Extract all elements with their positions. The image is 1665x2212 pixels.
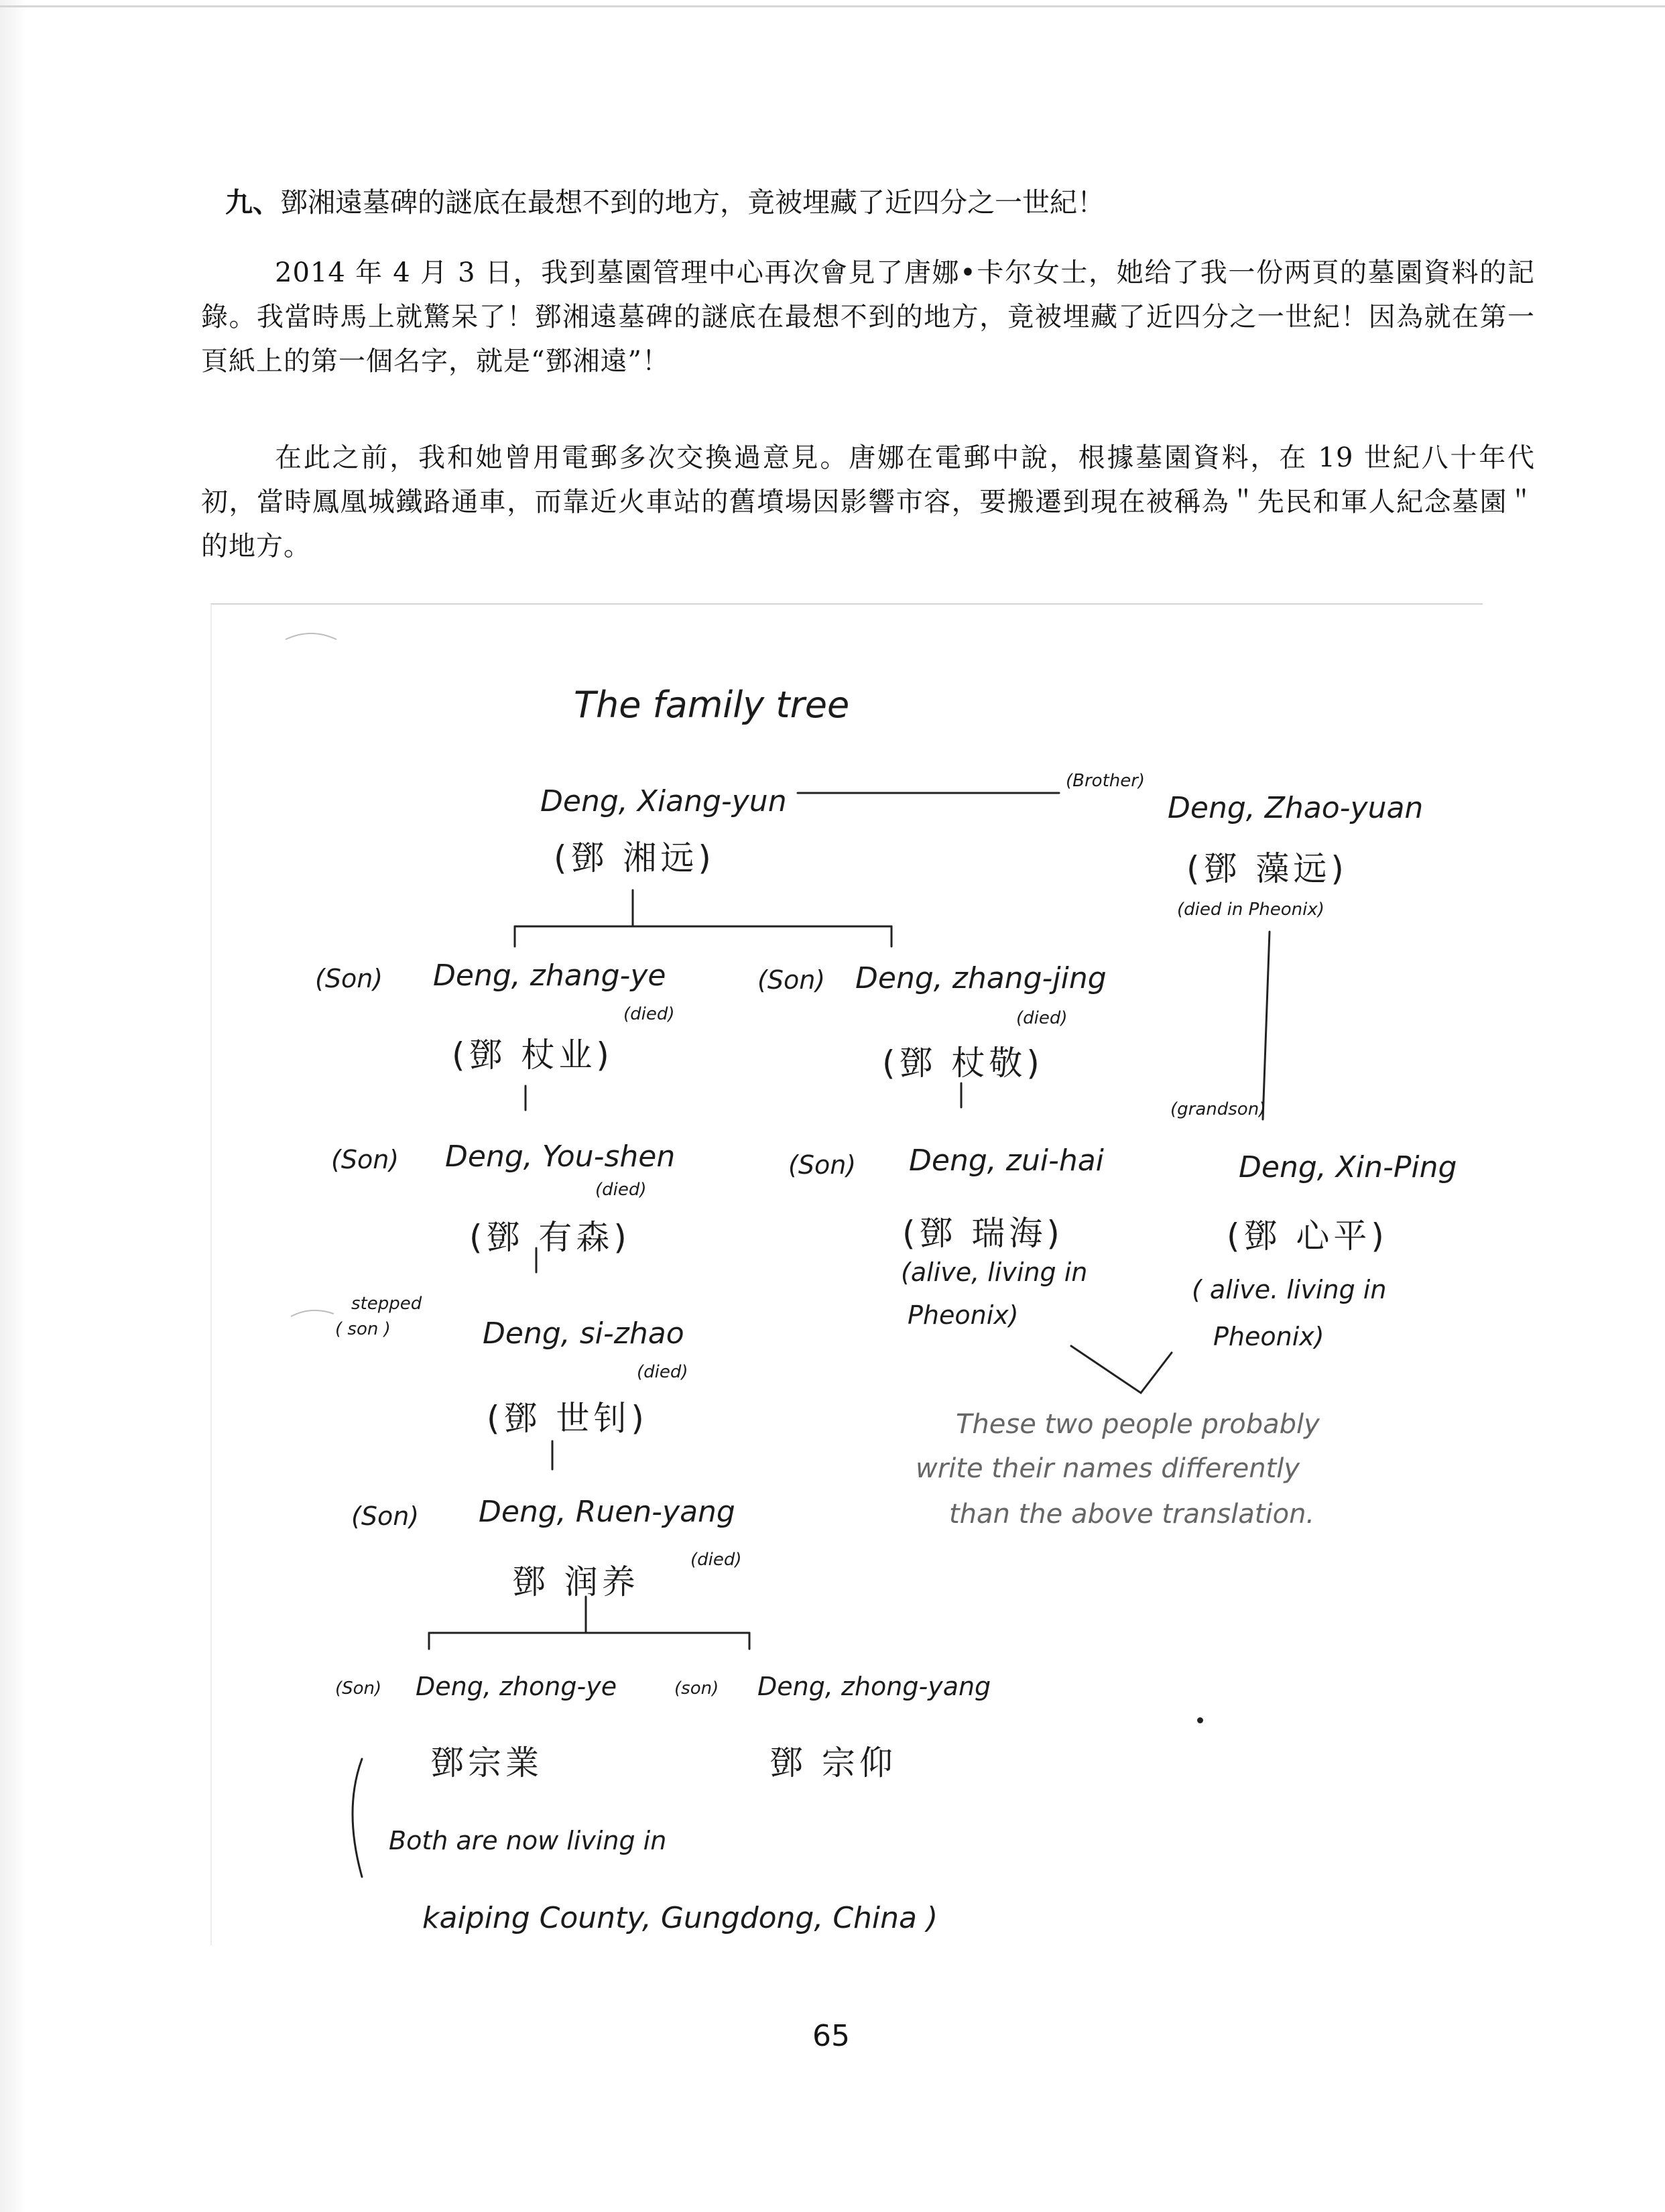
family-tree-title: The family tree	[574, 684, 850, 726]
zhaoyuan-chinese: (鄧 藻远)	[1186, 849, 1348, 888]
zhaoyuan-name: Deng, Zhao-yuan	[1168, 791, 1424, 825]
youshen-status: (died)	[595, 1180, 647, 1200]
page-number: 65	[812, 2019, 850, 2053]
bottom-note-brace	[353, 1759, 362, 1877]
youshen-name: Deng, You-shen	[445, 1140, 676, 1174]
grandson-connector	[1263, 932, 1270, 1119]
xinping-note-line-1: ( alive. living in	[1192, 1275, 1387, 1304]
zhangjing-chinese: (鄧 杖敬)	[882, 1044, 1044, 1083]
youshen-chinese: (鄧 有森)	[469, 1218, 631, 1257]
zhongyang-name: Deng, zhong-yang	[757, 1672, 991, 1701]
scan-speck	[1197, 1717, 1203, 1723]
sizhao-chinese: (鄧 世钊)	[487, 1399, 648, 1438]
top-rule	[0, 5, 1665, 7]
bottom-note-line-1: Both are now living in	[389, 1826, 667, 1855]
brother-label: (Brother)	[1066, 771, 1146, 791]
zhangjing-name: Deng, zhang-jing	[855, 961, 1107, 995]
sizhao-relation-line-2: ( son )	[335, 1319, 391, 1339]
zhangye-chinese: (鄧 杖业)	[452, 1036, 613, 1074]
scan-edge	[0, 0, 27, 2212]
zhangye-relation: (Son)	[315, 964, 383, 993]
sizhao-relation-line-1: stepped	[351, 1294, 422, 1314]
xiangyun-chinese: (鄧 湘远)	[554, 839, 715, 877]
xinping-name: Deng, Xin-Ping	[1239, 1150, 1457, 1184]
scan-mark-top	[286, 633, 336, 639]
paragraph-2: 在此之前，我和她曾用電郵多次交換過意見。唐娜在電郵中說，根據墓園資料，在 19 世紀八十年代初，當時鳳凰城鐵路通車，而靠近火車站的舊墳場因影響市容，要搬遷到現在被稱為＂先民和軍人紀念墓園＂的地方。	[201, 442, 1535, 562]
translation-note-pointer	[1071, 1346, 1172, 1393]
translation-note-line-3: than the above translation.	[949, 1499, 1315, 1530]
zhangye-status: (died)	[623, 1004, 675, 1024]
xinping-note-line-2: Pheonix)	[1213, 1322, 1324, 1351]
translation-note-line-2: write their names differently	[916, 1453, 1300, 1484]
zhongye-chinese: 鄧宗業	[430, 1743, 543, 1782]
zuihai-relation: (Son)	[788, 1150, 857, 1180]
section-title: 鄧湘遠墓碑的謎底在最想不到的地方，竟被埋藏了近四分之一世紀！	[280, 186, 1105, 219]
ruenyang-status: (died)	[690, 1550, 742, 1570]
bottom-note-line-2: kaiping County, Gungdong, China )	[422, 1901, 938, 1935]
ruenyang-name: Deng, Ruen-yang	[479, 1495, 735, 1529]
xiangyun-name: Deng, Xiang-yun	[540, 784, 787, 818]
sizhao-name: Deng, si-zhao	[483, 1316, 684, 1351]
zhangjing-relation: (Son)	[757, 965, 826, 995]
zhangjing-status: (died)	[1016, 1008, 1068, 1028]
zhangye-name: Deng, zhang-ye	[433, 959, 666, 993]
zhongye-relation: (Son)	[335, 1678, 382, 1699]
section-number: 九、	[225, 186, 280, 219]
grandson-label: (grandson)	[1170, 1099, 1266, 1119]
zhongye-name: Deng, zhong-ye	[416, 1672, 617, 1701]
zuihai-name: Deng, zui-hai	[909, 1144, 1104, 1178]
scan-mark-middle	[291, 1310, 334, 1316]
ruenyang-relation: (Son)	[351, 1501, 420, 1531]
youshen-relation: (Son)	[331, 1145, 399, 1174]
ruenyang-chinese: 鄧 润养	[512, 1562, 639, 1601]
zuihai-note-line-2: Pheonix)	[908, 1300, 1019, 1330]
translation-note-line-1: These two people probably	[956, 1409, 1320, 1440]
zhaoyuan-note: (died in Pheonix)	[1177, 900, 1324, 920]
sizhao-status: (died)	[637, 1362, 688, 1382]
xinping-chinese: (鄧 心平)	[1227, 1217, 1388, 1255]
zuihai-chinese: (鄧 瑞海)	[902, 1214, 1064, 1253]
paragraph-1: 2014 年 4 月 3 日，我到墓園管理中心再次會見了唐娜•卡尔女士，她给了我一份两頁的墓園資料的記錄。我當時馬上就驚呆了！鄧湘遠墓碑的謎底在最想不到的地方，竟被埋藏了近四分之一世紀！因為就在第一頁紙上的第一個名字，就是“鄧湘遠”！	[201, 257, 1535, 377]
zuihai-note-line-1: (alive, living in	[901, 1257, 1088, 1287]
zhongyang-relation: (son)	[674, 1678, 719, 1699]
section-heading	[225, 182, 1539, 223]
zhongyang-chinese: 鄧 宗仰	[769, 1743, 897, 1782]
